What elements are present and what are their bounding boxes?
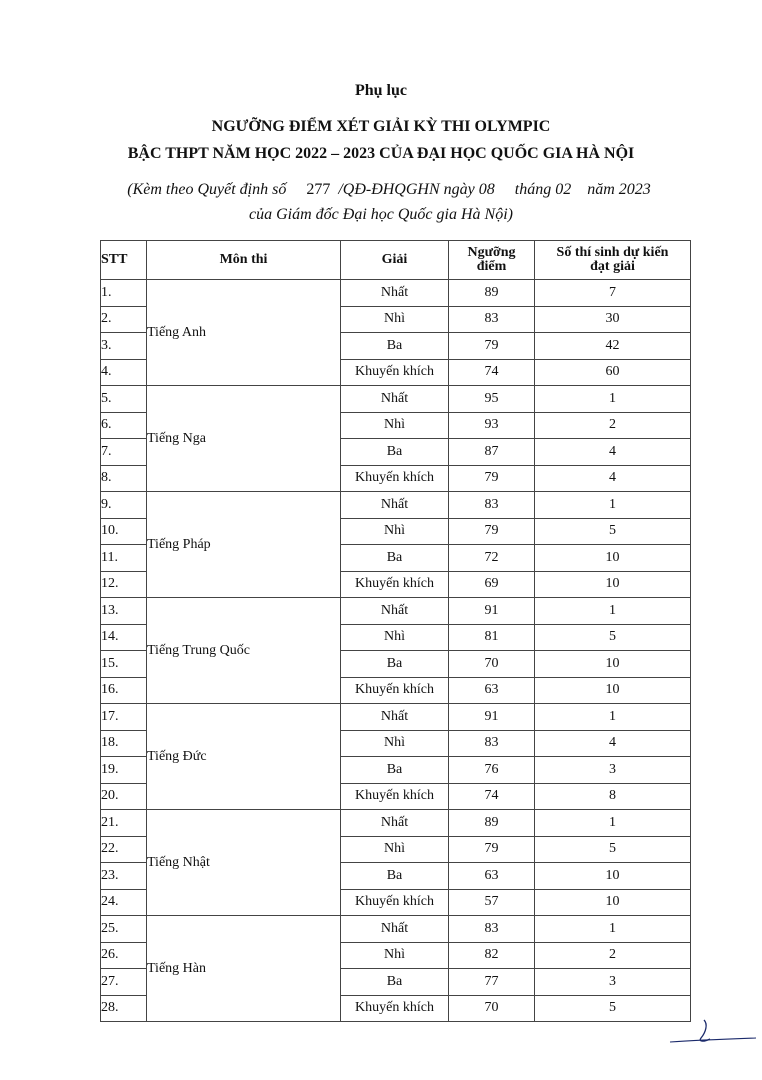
cell-threshold: 91 bbox=[449, 704, 535, 731]
decision-year: năm 2023 bbox=[587, 181, 651, 198]
cell-stt: 10. bbox=[101, 518, 147, 545]
cell-stt: 11. bbox=[101, 545, 147, 572]
cell-prize: Khuyến khích bbox=[341, 889, 449, 916]
cell-prize: Nhất bbox=[341, 810, 449, 837]
cell-stt: 26. bbox=[101, 942, 147, 969]
header-threshold-line2: điểm bbox=[476, 259, 507, 274]
cell-count: 5 bbox=[535, 836, 691, 863]
table-row bbox=[101, 916, 691, 943]
cell-prize: Nhì bbox=[341, 518, 449, 545]
table-row bbox=[101, 280, 691, 307]
cell-prize: Nhất bbox=[341, 916, 449, 943]
cell-prize: Khuyến khích bbox=[341, 995, 449, 1022]
cell-count: 4 bbox=[535, 465, 691, 492]
cell-stt: 14. bbox=[101, 624, 147, 651]
cell-stt: 9. bbox=[101, 492, 147, 519]
cell-threshold: 83 bbox=[449, 306, 535, 333]
cell-subject: Tiếng Đức bbox=[147, 704, 341, 810]
cell-count: 10 bbox=[535, 651, 691, 678]
cell-prize: Khuyến khích bbox=[341, 359, 449, 386]
cell-threshold: 72 bbox=[449, 545, 535, 572]
cell-stt: 1. bbox=[101, 280, 147, 307]
cell-count: 10 bbox=[535, 545, 691, 572]
cell-threshold: 74 bbox=[449, 359, 535, 386]
cell-stt: 18. bbox=[101, 730, 147, 757]
cell-stt: 4. bbox=[101, 359, 147, 386]
decision-month: 02 bbox=[555, 181, 572, 198]
cell-subject: Tiếng Nga bbox=[147, 386, 341, 492]
cell-prize: Khuyến khích bbox=[341, 677, 449, 704]
cell-threshold: 79 bbox=[449, 465, 535, 492]
cell-count: 1 bbox=[535, 598, 691, 625]
cell-stt: 8. bbox=[101, 465, 147, 492]
decision-month-label: tháng bbox=[514, 181, 552, 198]
cell-prize: Nhì bbox=[341, 624, 449, 651]
cell-stt: 19. bbox=[101, 757, 147, 784]
cell-prize: Nhì bbox=[341, 412, 449, 439]
cell-subject: Tiếng Hàn bbox=[147, 916, 341, 1022]
cell-threshold: 79 bbox=[449, 333, 535, 360]
document-title-line2: BẬC THPT NĂM HỌC 2022 – 2023 CỦA ĐẠI HỌC QUỐC GIA HÀ NỘI bbox=[127, 145, 635, 162]
appendix-label: Phụ lục bbox=[354, 82, 407, 99]
cell-stt: 6. bbox=[101, 412, 147, 439]
cell-prize: Nhì bbox=[341, 942, 449, 969]
decision-number: 277 bbox=[306, 181, 331, 198]
cell-threshold: 74 bbox=[449, 783, 535, 810]
cell-count: 10 bbox=[535, 863, 691, 890]
cell-stt: 22. bbox=[101, 836, 147, 863]
cell-prize: Nhì bbox=[341, 730, 449, 757]
table-row bbox=[101, 810, 691, 837]
table-body bbox=[101, 280, 691, 1022]
cell-count: 5 bbox=[535, 518, 691, 545]
cell-threshold: 82 bbox=[449, 942, 535, 969]
cell-count: 1 bbox=[535, 492, 691, 519]
cell-stt: 7. bbox=[101, 439, 147, 466]
decision-code: /QĐ-ĐHQGHN ngày bbox=[338, 181, 475, 198]
cell-stt: 15. bbox=[101, 651, 147, 678]
cell-count: 4 bbox=[535, 439, 691, 466]
cell-prize: Nhất bbox=[341, 492, 449, 519]
cell-count: 42 bbox=[535, 333, 691, 360]
cell-count: 60 bbox=[535, 359, 691, 386]
cell-threshold: 70 bbox=[449, 651, 535, 678]
cell-count: 2 bbox=[535, 942, 691, 969]
cell-threshold: 87 bbox=[449, 439, 535, 466]
table-row bbox=[101, 492, 691, 519]
cell-count: 1 bbox=[535, 704, 691, 731]
cell-threshold: 83 bbox=[449, 730, 535, 757]
cell-threshold: 63 bbox=[449, 677, 535, 704]
cell-threshold: 81 bbox=[449, 624, 535, 651]
cell-prize: Ba bbox=[341, 333, 449, 360]
cell-count: 1 bbox=[535, 916, 691, 943]
cell-stt: 21. bbox=[101, 810, 147, 837]
cell-threshold: 89 bbox=[449, 280, 535, 307]
cell-stt: 23. bbox=[101, 863, 147, 890]
document-title-line1: NGƯỠNG ĐIỂM XÉT GIẢI KỲ THI OLYMPIC bbox=[211, 118, 551, 135]
cell-subject: Tiếng Anh bbox=[147, 280, 341, 386]
cell-stt: 13. bbox=[101, 598, 147, 625]
decision-issuer: của Giám đốc Đại học Quốc gia Hà Nội) bbox=[249, 206, 513, 223]
cell-prize: Ba bbox=[341, 651, 449, 678]
cell-count: 10 bbox=[535, 677, 691, 704]
header-threshold-line1: Ngưỡng bbox=[467, 245, 516, 260]
cell-prize: Nhất bbox=[341, 704, 449, 731]
cell-count: 3 bbox=[535, 969, 691, 996]
cell-prize: Nhì bbox=[341, 836, 449, 863]
cell-threshold: 83 bbox=[449, 492, 535, 519]
cell-threshold: 83 bbox=[449, 916, 535, 943]
cell-count: 3 bbox=[535, 757, 691, 784]
cell-stt: 3. bbox=[101, 333, 147, 360]
cell-stt: 24. bbox=[101, 889, 147, 916]
cell-stt: 28. bbox=[101, 995, 147, 1022]
cell-prize: Nhì bbox=[341, 306, 449, 333]
prize-threshold-table bbox=[100, 240, 691, 1022]
table-header-row bbox=[101, 241, 691, 280]
cell-count: 10 bbox=[535, 571, 691, 598]
cell-count: 2 bbox=[535, 412, 691, 439]
decision-reference bbox=[8, 181, 762, 199]
cell-threshold: 91 bbox=[449, 598, 535, 625]
header-count bbox=[535, 241, 691, 280]
cell-prize: Khuyến khích bbox=[341, 783, 449, 810]
cell-threshold: 77 bbox=[449, 969, 535, 996]
cell-threshold: 93 bbox=[449, 412, 535, 439]
decision-prefix: (Kèm theo Quyết định số bbox=[127, 181, 287, 198]
cell-count: 5 bbox=[535, 995, 691, 1022]
header-prize: Giải bbox=[341, 241, 449, 280]
cell-threshold: 63 bbox=[449, 863, 535, 890]
cell-subject: Tiếng Pháp bbox=[147, 492, 341, 598]
cell-subject: Tiếng Trung Quốc bbox=[147, 598, 341, 704]
cell-count: 8 bbox=[535, 783, 691, 810]
cell-stt: 2. bbox=[101, 306, 147, 333]
cell-count: 7 bbox=[535, 280, 691, 307]
table-row bbox=[101, 598, 691, 625]
cell-count: 10 bbox=[535, 889, 691, 916]
cell-count: 5 bbox=[535, 624, 691, 651]
cell-threshold: 76 bbox=[449, 757, 535, 784]
cell-threshold: 79 bbox=[449, 518, 535, 545]
cell-threshold: 70 bbox=[449, 995, 535, 1022]
cell-threshold: 95 bbox=[449, 386, 535, 413]
cell-prize: Nhất bbox=[341, 598, 449, 625]
cell-threshold: 79 bbox=[449, 836, 535, 863]
cell-stt: 17. bbox=[101, 704, 147, 731]
cell-subject: Tiếng Nhật bbox=[147, 810, 341, 916]
header-threshold bbox=[449, 241, 535, 280]
cell-stt: 25. bbox=[101, 916, 147, 943]
cell-stt: 27. bbox=[101, 969, 147, 996]
cell-prize: Ba bbox=[341, 969, 449, 996]
cell-prize: Nhất bbox=[341, 386, 449, 413]
cell-prize: Nhất bbox=[341, 280, 449, 307]
header-count-line1: Số thí sinh dự kiến bbox=[556, 245, 669, 260]
cell-threshold: 89 bbox=[449, 810, 535, 837]
header-subject: Môn thi bbox=[147, 241, 341, 280]
cell-stt: 20. bbox=[101, 783, 147, 810]
cell-count: 4 bbox=[535, 730, 691, 757]
cell-threshold: 57 bbox=[449, 889, 535, 916]
cell-prize: Ba bbox=[341, 757, 449, 784]
header-stt: STT bbox=[101, 241, 147, 280]
cell-count: 1 bbox=[535, 386, 691, 413]
cell-threshold: 69 bbox=[449, 571, 535, 598]
table-row bbox=[101, 386, 691, 413]
cell-stt: 5. bbox=[101, 386, 147, 413]
cell-prize: Ba bbox=[341, 439, 449, 466]
table-row bbox=[101, 704, 691, 731]
cell-prize: Khuyến khích bbox=[341, 571, 449, 598]
cell-prize: Khuyến khích bbox=[341, 465, 449, 492]
cell-stt: 16. bbox=[101, 677, 147, 704]
header-count-line2: đạt giải bbox=[590, 259, 635, 274]
decision-day: 08 bbox=[478, 181, 495, 198]
cell-prize: Ba bbox=[341, 545, 449, 572]
cell-count: 1 bbox=[535, 810, 691, 837]
handwritten-initial-icon bbox=[668, 1008, 758, 1048]
cell-stt: 12. bbox=[101, 571, 147, 598]
cell-prize: Ba bbox=[341, 863, 449, 890]
cell-count: 30 bbox=[535, 306, 691, 333]
